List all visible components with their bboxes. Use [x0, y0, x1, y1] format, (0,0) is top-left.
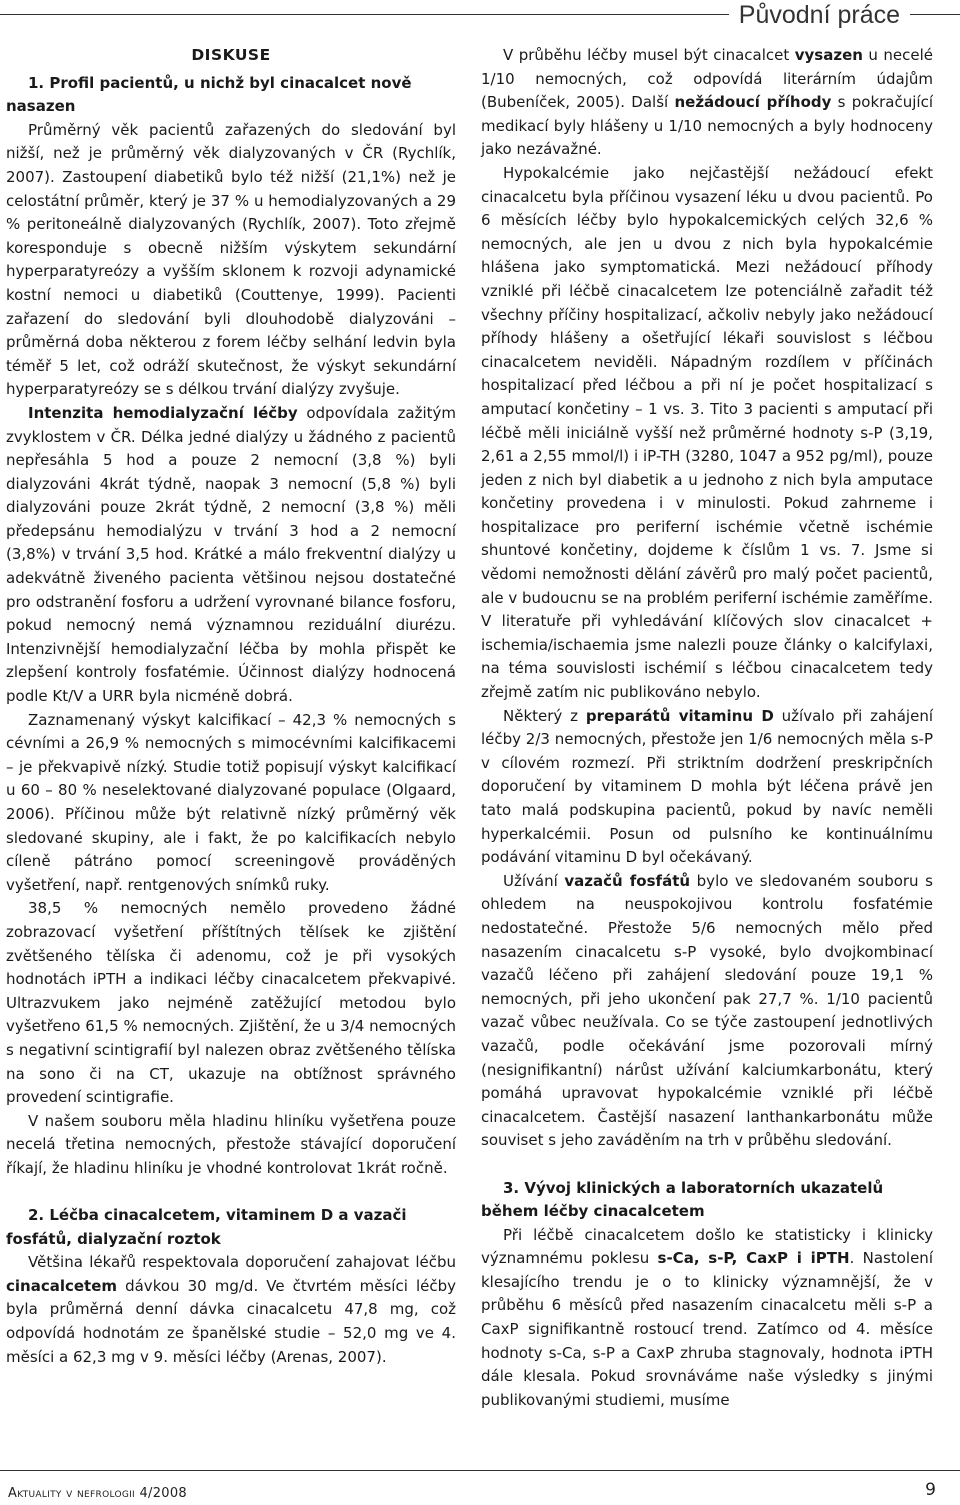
emphasis: s-Ca, s-P, CaxP i iPTH — [657, 1249, 850, 1268]
footer-rule — [0, 1470, 960, 1471]
paragraph: V našem souboru měla hladinu hliníku vyšetřena pouze necelá třetina nemocných, přestože stávající doporučení říkají, že hladinu hliníku je vhodné kontrolovat 1krát ročně. — [6, 1111, 456, 1177]
paragraph-text: dávkou 30 mg/d. Ve čtvrtém měsíci léčby byla průměrná denní dávka cinacalcetu 47,8 mg, což odpovídá hodnotám ze španělské studie – 52,0 mg ve 4. měsíci a 62,3 mg v 9. měsíci léčby (Arenas, 2007). — [6, 1276, 456, 1366]
paragraph: Zaznamenaný výskyt kalcifikací – 42,3 % nemocných s cévními a 26,9 % nemocných s mimocévními kalcifikacemi – je překvapivě nízký. Studie totiž popisují výskyt kalcifikací u 60 – 80 % neselektované dialyzované populace (Olgaard, 2006). Příčinou může být relativně nízký průměrný věk sledované skupiny, ale i fakt, že po kalcifikacích nebylo cíleně pátráno pomocí screeningově prováděných vyšetření, např. rentgenových snímků ruky. — [6, 710, 456, 894]
emphasis: vysazen — [794, 46, 863, 64]
paragraph — [6, 1251, 456, 1369]
paragraph — [481, 44, 933, 162]
paragraph-text: Většina lékařů respektovala doporučení zahajovat léčbu — [28, 1253, 456, 1272]
paragraph-text: s pokračující medikací byly hlášeny u 1/10 nemocných a byly hodnoceny jako nezávažné. — [481, 93, 933, 159]
emphasis: Intenzita hemodialyzační léčby — [28, 403, 298, 422]
journal-issue: 4/2008 — [139, 1486, 188, 1501]
section-3-title: 3. Vývoj klinických a laboratorních ukazatelů během léčby cinacalcetem — [481, 1178, 884, 1221]
right-column — [481, 44, 933, 1412]
paragraph: Průměrný věk pacientů zařazených do sledování byl nižší, než je průměrný věk dialyzovaných v ČR (Rychlík, 2007). Zastoupení diabetiků bylo též nižší (21,1%) než je celostátní průměr, který je 37 % u hemodialyzovaných a 29 % peritoneálně dialyzovaných (Rychlík, 2007). Toto zřejmě koresponduje s obecně nižším výskytem sekundární hyperparatyreózy a vyšším sklonem k rozvoji adynamické kostní nemoci u diabetiků (Couttenye, 1999). Pacienti zařazení do sledování byli dlouhodobě dialyzováni – průměrná doba některou z forem léčby selhání ledvin byla téměř 5 let, což odráží skutečnost, že výskyt sekundární hyperparatyreózy se s délkou trvání dialýzy zvyšuje. — [6, 120, 456, 399]
emphasis: nežádoucí příhody — [674, 93, 832, 112]
section-label: Původní práce — [729, 0, 910, 30]
paragraph-text: u necelé 1/10 nemocných, což odpovídá literárním údajům (Bubeníček, 2005). Další — [481, 46, 933, 112]
emphasis: vazačů fosfátů — [564, 871, 691, 890]
discussion-heading: DISKUSE — [191, 46, 271, 64]
page-number: 9 — [925, 1480, 936, 1500]
paragraph: Hypokalcémie jako nejčastější nežádoucí efekt cinacalcetu byla příčinou vysazení léku u dvou pacientů. Po 6 měsících léčby bylo hypokalcemických celých 32,6 % nemocných, ale jen u dvou z nich byla hypokalcémie hlášena jako symptomatická. Mezi nežádoucí příhody vzniklé při léčbě cinacalcetem lze potenciálně zařadit též všechny příčiny hospitalizací, ačkoliv nebyly jako nežádoucí příhody hlášeny a ošetřující lékaři souvislost s léčbou cinacalcetem neviděli. Nápadným rozdílem v příčinách hospitalizací před léčbou a při ní je počet hospitalizací s amputací končetiny – 1 vs. 3. Tito 3 pacienti s amputací při léčbě měli iniciálně vyšší než průměrné hodnoty s-P (3,19, 2,61 a 2,55 mmol/l) i iP-TH (3280, 1047 a 952 pg/ml), pouze jeden z nich byl diabetik a u jednoho z nich byla amputace končetiny provedena i v minulosti. Pokud zahrneme i hospitalizace pro periferní ischémie včetně ischémie shuntové končetiny, dojdeme k číslům 1 vs. 7. Jsme si vědomi nemožnosti dělání závěrů pro malý počet pacientů, ale v budoucnu se na problém periferní ischémie zaměříme. V literatuře při vyhledávání klíčových slov cinacalcet + ischemia/ischaemia jsme nalezli pouze články o kalcifylaxi, na téma souvislosti ischémií s léčbou cinacalcetem tedy zřejmě zatím nic publikováno nebylo. — [481, 163, 933, 702]
paragraph-text: odpovídala zažitým zvyklostem v ČR. Délka jedné dialýzy u žádného z pacientů nepřesáhla 5 hod a pouze 2 nemocní (3,8 %) byli dialyzováni 4krát týdně, naopak 3 nemocní (5,8 %) byli dialyzováni pouze 2krát týdně, 2 nemocní (3,8 %) měli předepsánu hemodialýzu v trvání 3 hod a 2 nemocní (3,8%) v trvání 3,5 hod. Krátké a málo frekventní dialýzy u adekvátně živeného pacienta většinou nejsou dostatečné pro odstranění fosforu a udržení vyrovnané bilance fosforu, pokud nemocný nemá významnou reziduální diurézu. Intenzivnější hemodialyzační léčba by mohla přispět ke zlepšení kontroly fosfatémie. Účinnost dialýzy hodnocená podle Kt/V a URR byla nicméně dobrá. — [6, 403, 457, 706]
journal-title: Aktuality v nefrologii — [8, 1486, 136, 1501]
paragraph-text: Při léčbě cinacalcetem došlo ke statisticky i klinicky významnému poklesu — [481, 1225, 933, 1268]
paragraph-text: užívalo při zahájení léčby 2/3 nemocných, přestože jen 1/6 nemocných měla s-P v cílovém rozmezí. Při striktním dodržení preskripčních doporučení by vitaminem D mohla být léčena právě jen tato malá podskupina pacientů, pokud by navíc neměli hyperkalcémii. Posun od pulsního ke kontinuálnímu podávání vitaminu D byl očekávaný. — [481, 706, 933, 867]
section-1-title: 1. Profil pacientů, u nichž byl cinacalcet nově nasazen — [6, 73, 412, 116]
journal-name — [8, 1486, 187, 1501]
paragraph: 38,5 % nemocných nemělo provedeno žádné zobrazovací vyšetření příštítných tělísek ke zjištění zvětšeného tělíska či adenomu, což je při vysokých hodnotách iPTH a indikaci léčby cinacalcetem překvapivé. Ultrazvukem jako nejméně zatěžující metodou bylo vyšetřeno 61,5 % nemocných. Zjištění, že u 3/4 nemocných s negativní scintigrafií byl nalezen obraz zvětšeného tělíska na sono či na CT, ukazuje na obtížnost správného provedení scintigrafie. — [6, 899, 456, 1107]
left-column — [6, 44, 456, 1369]
paragraph-text: Některý z — [503, 706, 586, 725]
paragraph-text: . Nastolení klesajícího trendu je o to klinicky významnější, že v průběhu 6 měsíců před nasazením cinacalcetu měli s-P a CaxP signifikantně rostoucí trend. Zatímco od 4. měsíce hodnoty s-Ca, s-P a CaxP zhruba stagnovaly, hodnota iPTH dále klesala. Pokud srovnáváme naše výsledky s jinými publikovanými studiemi, musíme — [481, 1249, 933, 1409]
paragraph — [481, 1224, 933, 1413]
paragraph-text: V průběhu léčby musel být cinacalcet — [503, 46, 795, 64]
paragraph-text: bylo ve sledovaném souboru s ohledem na neuspokojivou kontrolu fosfatémie nedostatečné. Přestože 5/6 nemocných mělo před nasazením cinacalcetu s-P vysoké, bylo dvojkombinací vazačů léčeno při zahájení sledování pouze 19,1 % nemocných, při jeho ukončení pak 27,7 %. 1/10 pacientů vazač vůbec neužívala. Co se týče zastoupení jednotlivých vazačů, podle očekávání jsme pozorovali mírný (nesignifikantní) nárůst užívání kalciumkarbonátu, který pomáhá upravovat hypokalcémie vzniklé při léčbě cinacalcetem. Častější nasazení lanthankarbonátu může souviset s jeho zaváděním na trh v průběhu sledování. — [481, 871, 934, 1150]
paragraph-text: Užívání — [503, 871, 565, 890]
emphasis: cinacalcetem — [6, 1276, 118, 1295]
paragraph — [481, 705, 933, 870]
emphasis: preparátů vitaminu D — [585, 706, 774, 725]
section-2-title: 2. Léčba cinacalcetem, vitaminem D a vazači fosfátů, dialyzační roztok — [6, 1206, 407, 1248]
paragraph — [6, 402, 456, 709]
paragraph — [481, 870, 933, 1153]
